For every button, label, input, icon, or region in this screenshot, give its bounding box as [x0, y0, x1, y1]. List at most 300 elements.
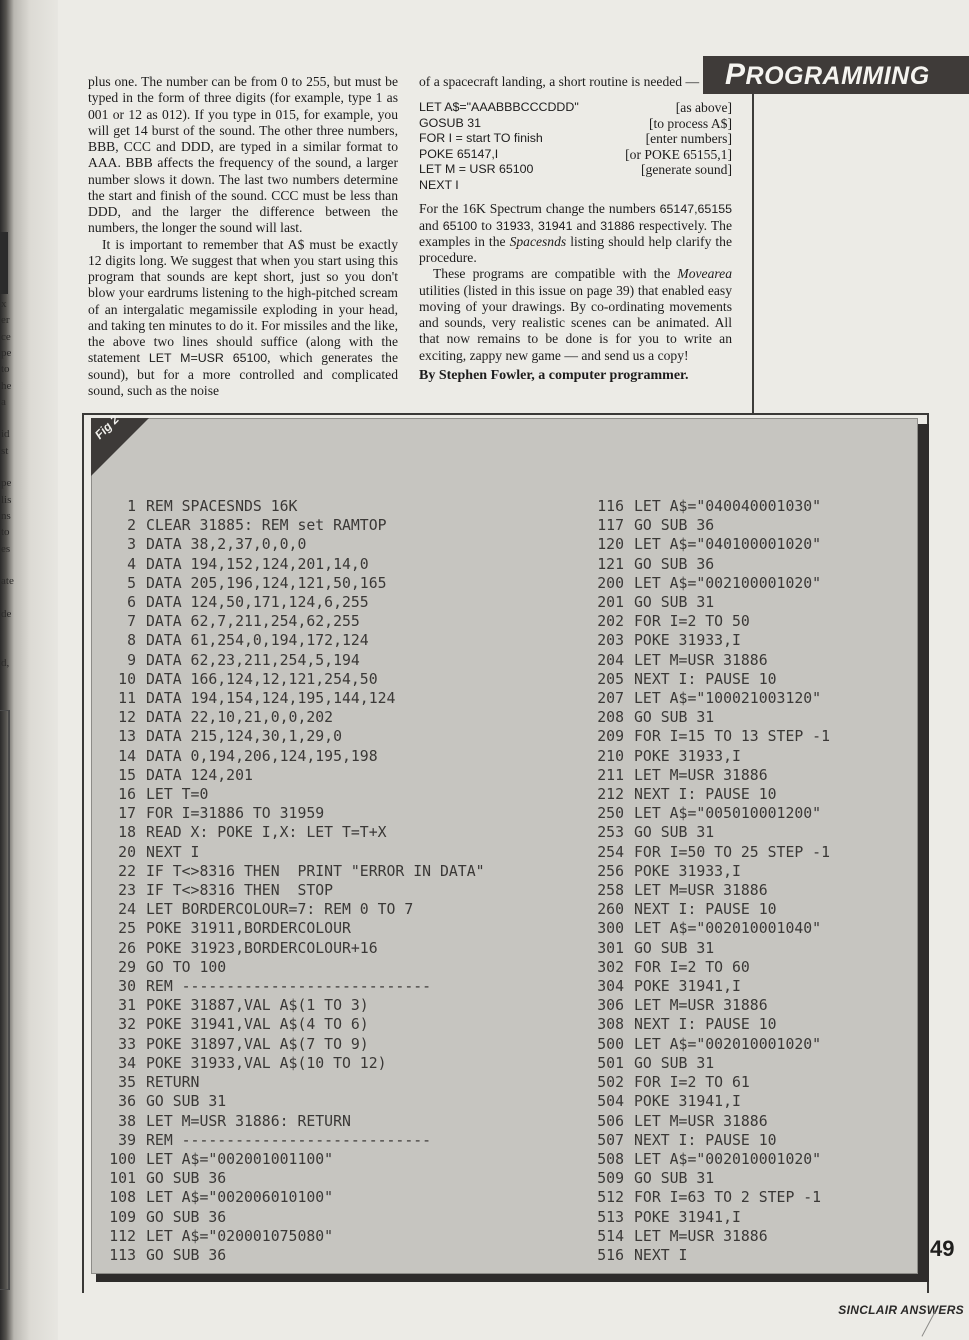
listing-line	[98, 996, 485, 1015]
program-name: Movearea	[677, 266, 732, 282]
routine-row	[419, 116, 732, 132]
line-statement: DATA 194,152,124,201,14,0	[146, 555, 369, 573]
gutter-letter: ate	[1, 575, 14, 588]
listing-line	[588, 1015, 830, 1034]
line-statement: LET M=USR 31886	[634, 766, 768, 784]
listing-line	[588, 958, 830, 977]
line-number: 11	[118, 690, 136, 708]
routine-note	[607, 178, 732, 194]
line-number: 116	[597, 498, 624, 515]
line-number: 112	[109, 1227, 136, 1245]
gutter-letter: to	[1, 526, 10, 539]
line-number: 15	[118, 766, 136, 784]
listing-line	[588, 670, 830, 689]
listing-line	[98, 1015, 485, 1034]
line-number: 32	[118, 1016, 136, 1034]
line-statement: POKE 31933,VAL A$(10 TO 12)	[146, 1054, 387, 1072]
listing-line	[98, 1112, 485, 1131]
listing-line	[98, 1073, 485, 1092]
line-statement: FOR I=50 TO 25 STEP -1	[634, 843, 830, 861]
listing-line	[98, 516, 485, 535]
line-statement: POKE 31923,BORDERCOLOUR+16	[146, 939, 378, 957]
line-statement: NEXT I: PAUSE 10	[634, 1131, 777, 1149]
routine-row	[419, 178, 732, 194]
line-number: 23	[118, 882, 136, 900]
line-statement: LET A$="040040001030"	[634, 498, 822, 515]
line-number: 260	[597, 901, 624, 919]
listing-line	[98, 1188, 485, 1207]
line-statement: FOR I=2 TO 60	[634, 958, 750, 976]
routine-note: [as above]	[675, 100, 732, 116]
line-statement: DATA 124,50,171,124,6,255	[146, 594, 369, 612]
listing-line	[98, 689, 485, 708]
paragraph	[419, 266, 732, 364]
listing-line	[588, 612, 830, 631]
listing-column-left	[98, 497, 485, 1265]
line-number: 208	[597, 709, 624, 727]
line-number: 2	[127, 517, 136, 535]
line-number: 504	[597, 1093, 624, 1111]
paragraph	[419, 201, 732, 266]
paragraph: plus one. The number can be from 0 to 255, but must be typed in the form of three digits (for example, type 1 as 001 or 12 as 012). If you type in 015, for example, you will get 14 burst of the sound. The other three numbers, BBB, CCC and DDD, are typed in a similar format to AAA. BBB affects the frequency of the sound, a larger number slows it down. The last two numbers determine the start and finish of the sound. CCC must be less than DDD, and the larger the difference between the numbers, the longer the sound will last.	[88, 74, 398, 236]
line-statement: LET A$="005010001200"	[634, 805, 822, 823]
listing-line	[98, 1131, 485, 1150]
line-statement: IF T<>8316 THEN PRINT "ERROR IN DATA"	[146, 862, 485, 880]
line-statement: GO SUB 31	[634, 709, 715, 727]
line-number: 200	[597, 574, 624, 592]
line-number: 30	[118, 978, 136, 996]
line-number: 212	[597, 786, 624, 804]
text-run: and	[419, 217, 443, 233]
line-number: 121	[597, 555, 624, 573]
line-statement: REM ----------------------------	[146, 978, 432, 996]
line-number: 508	[597, 1150, 624, 1168]
listing-line	[98, 631, 485, 650]
line-statement: LET A$="100021003120"	[634, 690, 822, 708]
listing-line	[588, 996, 830, 1015]
listing-line	[588, 535, 830, 554]
line-number: 5	[127, 574, 136, 592]
gutter-letter: d,	[1, 656, 10, 669]
line-statement: FOR I=2 TO 50	[634, 613, 750, 631]
gutter-letter: ce	[1, 330, 11, 343]
line-statement: POKE 31911,BORDERCOLOUR	[146, 920, 351, 938]
line-statement: LET M=USR 31886	[634, 997, 768, 1015]
listing-line	[588, 727, 830, 746]
listing-line	[98, 919, 485, 938]
line-statement: IF T<>8316 THEN STOP	[146, 882, 334, 900]
line-number: 300	[597, 920, 624, 938]
listing-line	[588, 1092, 830, 1111]
inline-code: 65100	[442, 218, 478, 233]
line-number: 16	[118, 786, 136, 804]
text-run: It is important to remember that A$ must be exactly 12 digits long. We suggest that when you start using this program that sounds are kept short, just so you don't blow your eardrums listening to the high-pitched scream of an intergalatic megamissile exploding in your head, and taking ten minutes to do it. For missiles and the like, the above two lines should suffice (along with the statement	[88, 236, 398, 366]
listing-line	[98, 708, 485, 727]
section-title: PROGRAMMING	[725, 58, 930, 91]
listing-line	[98, 881, 485, 900]
line-statement: REM SPACESNDS 16K	[146, 498, 298, 515]
listing-line	[588, 1073, 830, 1092]
listing-line	[588, 1169, 830, 1188]
line-number: 29	[118, 958, 136, 976]
gutter-dark-block	[0, 232, 8, 294]
line-number: 8	[127, 632, 136, 650]
routine-row	[419, 147, 732, 163]
line-number: 109	[109, 1208, 136, 1226]
listing-line	[588, 843, 830, 862]
line-statement: POKE 31897,VAL A$(7 TO 9)	[146, 1035, 369, 1053]
line-number: 308	[597, 1016, 624, 1034]
line-number: 203	[597, 632, 624, 650]
text-run: , which generates the sound), but for a more controlled and complicated sound, such as the noise	[88, 350, 398, 398]
line-statement: GO SUB 36	[634, 555, 715, 573]
line-statement: DATA 22,10,21,0,0,202	[146, 709, 334, 727]
line-number: 205	[597, 670, 624, 688]
listing-line	[98, 1227, 485, 1246]
line-number: 502	[597, 1074, 624, 1092]
line-statement: FOR I=15 TO 13 STEP -1	[634, 728, 830, 746]
line-number: 22	[118, 862, 136, 880]
inline-code: 31886	[600, 218, 635, 233]
line-number: 501	[597, 1054, 624, 1072]
line-number: 506	[597, 1112, 624, 1130]
listing-line	[98, 939, 485, 958]
line-statement: POKE 31941,I	[634, 978, 741, 996]
line-statement: DATA 194,154,124,195,144,124	[146, 690, 396, 708]
line-number: 500	[597, 1035, 624, 1053]
text-run: respectively. The examples in the	[419, 217, 733, 249]
gutter-letter: pe	[1, 477, 12, 490]
line-statement: LET A$="002010001020"	[634, 1150, 822, 1168]
line-statement: FOR I=63 TO 2 STEP -1	[634, 1189, 822, 1207]
line-statement: NEXT I: PAUSE 10	[634, 901, 777, 919]
listing-line	[588, 1035, 830, 1054]
listing-line	[588, 574, 830, 593]
routine-code: GOSUB 31	[419, 115, 481, 130]
section-banner	[703, 56, 969, 94]
page-number: 49	[930, 1236, 955, 1261]
listing-line	[98, 1169, 485, 1188]
program-name: Spacesnds	[509, 233, 567, 249]
line-number: 509	[597, 1170, 624, 1188]
line-statement: DATA 38,2,37,0,0,0	[146, 536, 307, 554]
listing-line	[98, 823, 485, 842]
text-run: For the 16K Spectrum change the numbers	[419, 201, 660, 217]
line-number: 256	[597, 862, 624, 880]
routine-code: NEXT I	[419, 177, 459, 192]
line-number: 3	[127, 536, 136, 554]
line-number: 24	[118, 901, 136, 919]
inline-code: 65147,65155	[659, 202, 732, 217]
listing-line	[588, 555, 830, 574]
gutter-letter: ns	[1, 509, 11, 522]
line-statement: GO SUB 31	[146, 1093, 227, 1111]
line-statement: LET A$="002100001020"	[634, 574, 822, 592]
line-statement: DATA 62,7,211,254,62,255	[146, 613, 360, 631]
line-number: 304	[597, 978, 624, 996]
text-run: utilities (listed in this issue on page 39) that enabled easy moving of your drawings. By co-ordinating movements and sounds, very realistic scenes can be animated. All that now remains to be done is for you to write an exciting, zappy new game — and send us a copy!	[419, 282, 732, 363]
line-statement: POKE 31941,I	[634, 1093, 741, 1111]
listing-line	[588, 785, 830, 804]
listing-line	[588, 631, 830, 650]
listing-line	[588, 1188, 830, 1207]
line-number: 6	[127, 594, 136, 612]
listing-line	[588, 516, 830, 535]
line-statement: POKE 31941,VAL A$(4 TO 6)	[146, 1016, 369, 1034]
listing-line	[588, 804, 830, 823]
listing-line	[98, 977, 485, 996]
line-number: 250	[597, 805, 624, 823]
routine-code: LET A$="AAABBBCCCDDD"	[419, 100, 579, 115]
line-statement: LET M=USR 31886	[634, 1112, 768, 1130]
line-number: 113	[109, 1246, 136, 1264]
line-statement: NEXT I	[634, 1246, 688, 1264]
line-number: 301	[597, 939, 624, 957]
line-statement: LET A$="020001075080"	[146, 1227, 334, 1245]
gutter-letter: x	[1, 298, 7, 310]
line-statement: LET M=USR 31886	[634, 1227, 768, 1245]
line-number: 201	[597, 594, 624, 612]
listing-line	[98, 727, 485, 746]
listing-line	[588, 766, 830, 785]
routine-code: LET M = USR 65100	[419, 162, 534, 177]
line-statement: DATA 62,23,211,254,5,194	[146, 651, 360, 669]
routine-row	[419, 162, 732, 178]
line-statement: POKE 31941,I	[634, 1208, 741, 1226]
line-number: 209	[597, 728, 624, 746]
figure-label: Fig 2	[92, 412, 122, 442]
listing-line	[98, 535, 485, 554]
line-number: 202	[597, 613, 624, 631]
line-number: 516	[597, 1246, 624, 1264]
text-run: These programs are compatible with the	[433, 266, 678, 282]
listing-column-right	[588, 497, 830, 1265]
line-number: 211	[597, 766, 624, 784]
line-number: 306	[597, 997, 624, 1015]
line-statement: LET BORDERCOLOUR=7: REM 0 TO 7	[146, 901, 414, 919]
gutter-letter: es	[1, 542, 11, 555]
line-statement: DATA 166,124,12,121,254,50	[146, 670, 378, 688]
line-number: 254	[597, 843, 624, 861]
gutter-frame-box	[0, 710, 10, 1290]
line-statement: NEXT I: PAUSE 10	[634, 1016, 777, 1034]
listing-line	[98, 670, 485, 689]
line-number: 18	[118, 824, 136, 842]
line-statement: GO SUB 31	[634, 594, 715, 612]
listing-line	[98, 612, 485, 631]
listing-line	[98, 1246, 485, 1265]
line-statement: POKE 31933,I	[634, 747, 741, 765]
listing-line	[588, 881, 830, 900]
listing-line	[588, 708, 830, 727]
line-number: 39	[118, 1131, 136, 1149]
line-statement: DATA 61,254,0,194,172,124	[146, 632, 369, 650]
line-number: 258	[597, 882, 624, 900]
listing-line	[98, 1054, 485, 1073]
author-byline: By Stephen Fowler, a computer programmer.	[419, 367, 689, 383]
listing-line	[588, 747, 830, 766]
line-number: 100	[109, 1150, 136, 1168]
line-statement: LET A$="002001001100"	[146, 1150, 334, 1168]
listing-line	[98, 497, 485, 516]
line-number: 1	[127, 498, 136, 515]
routine-note: [or POKE 65155,1]	[625, 146, 732, 162]
routine-row	[419, 131, 732, 147]
gutter-letter: id	[1, 428, 10, 441]
line-number: 12	[118, 709, 136, 727]
line-number: 20	[118, 843, 136, 861]
line-statement: LET A$="002006010100"	[146, 1189, 334, 1207]
listing-line	[588, 1227, 830, 1246]
line-number: 13	[118, 728, 136, 746]
listing-line	[98, 785, 485, 804]
listing-line	[98, 651, 485, 670]
line-statement: DATA 124,201	[146, 766, 253, 784]
line-statement: GO SUB 36	[634, 517, 715, 535]
article-column-left	[88, 74, 398, 399]
listing-line	[98, 1208, 485, 1227]
line-number: 26	[118, 939, 136, 957]
line-number: 7	[127, 613, 136, 631]
gutter-letter: de	[1, 607, 12, 620]
gutter-letter: er	[1, 314, 10, 327]
listing-line	[588, 1054, 830, 1073]
line-number: 108	[109, 1189, 136, 1207]
listing-line	[588, 1246, 830, 1265]
line-number: 507	[597, 1131, 624, 1149]
listing-line	[588, 823, 830, 842]
program-listing	[91, 418, 918, 1274]
paragraph	[88, 237, 398, 400]
line-number: 25	[118, 920, 136, 938]
line-number: 36	[118, 1093, 136, 1111]
routine-note: [to process A$]	[648, 115, 732, 131]
line-statement: NEXT I: PAUSE 10	[634, 670, 777, 688]
inline-code: 31933, 31941	[495, 218, 573, 233]
line-statement: LET M=USR 31886	[634, 882, 768, 900]
line-statement: GO SUB 36	[146, 1208, 227, 1226]
line-number: 33	[118, 1035, 136, 1053]
line-statement: GO SUB 31	[634, 1054, 715, 1072]
line-number: 204	[597, 651, 624, 669]
listing-line	[98, 1092, 485, 1111]
line-statement: LET M=USR 31886	[634, 651, 768, 669]
line-number: 117	[597, 517, 624, 535]
line-statement: RETURN	[146, 1074, 200, 1092]
gutter-letter: a	[1, 395, 6, 408]
line-statement: POKE 31933,I	[634, 632, 741, 650]
listing-line	[588, 862, 830, 881]
listing-line	[588, 689, 830, 708]
line-statement: LET A$="002010001020"	[634, 1035, 822, 1053]
text-run: and	[572, 217, 601, 233]
line-number: 10	[118, 670, 136, 688]
line-number: 513	[597, 1208, 624, 1226]
line-number: 253	[597, 824, 624, 842]
line-statement: GO SUB 31	[634, 1170, 715, 1188]
gutter-letter: lis	[1, 493, 12, 506]
listing-line	[98, 1035, 485, 1054]
gutter-letter: pe	[1, 346, 12, 359]
listing-line	[98, 804, 485, 823]
routine-code: POKE 65147,I	[419, 146, 499, 161]
line-statement: LET A$="002010001040"	[634, 920, 822, 938]
listing-line	[588, 497, 830, 516]
text-run: to	[477, 217, 496, 233]
column-rule	[752, 94, 754, 416]
line-statement: DATA 215,124,30,1,29,0	[146, 728, 342, 746]
line-statement: GO SUB 36	[146, 1246, 227, 1264]
line-number: 31	[118, 997, 136, 1015]
line-number: 17	[118, 805, 136, 823]
line-number: 9	[127, 651, 136, 669]
line-statement: REM ----------------------------	[146, 1131, 432, 1149]
line-statement: CLEAR 31885: REM set RAMTOP	[146, 517, 387, 535]
line-statement: LET A$="040100001020"	[634, 536, 822, 554]
listing-line	[98, 862, 485, 881]
listing-line	[588, 1112, 830, 1131]
line-statement: LET T=0	[146, 786, 209, 804]
line-statement: FOR I=2 TO 61	[634, 1074, 750, 1092]
inline-code: LET M=USR 65100	[148, 351, 268, 366]
line-statement: NEXT I: PAUSE 10	[634, 786, 777, 804]
line-number: 512	[597, 1189, 624, 1207]
listing-line	[588, 593, 830, 612]
routine-code: FOR I = start TO finish	[419, 131, 543, 146]
line-number: 101	[109, 1170, 136, 1188]
article-column-right	[419, 74, 732, 384]
line-number: 302	[597, 958, 624, 976]
publication-name: SINCLAIR ANSWERS	[838, 1303, 964, 1317]
line-number: 35	[118, 1074, 136, 1092]
listing-line	[588, 939, 830, 958]
line-statement: POKE 31933,I	[634, 862, 741, 880]
listing-line	[98, 1150, 485, 1169]
listing-line	[98, 766, 485, 785]
routine-row	[419, 100, 732, 116]
line-statement: GO SUB 31	[634, 824, 715, 842]
text-run: listing should help clarify the procedure.	[419, 233, 732, 265]
line-number: 14	[118, 747, 136, 765]
line-number: 120	[597, 536, 624, 554]
paragraph: of a spacecraft landing, a short routine is needed —	[419, 74, 700, 89]
listing-line	[98, 593, 485, 612]
listing-line	[588, 651, 830, 670]
listing-line	[98, 555, 485, 574]
line-statement: DATA 205,196,124,121,50,165	[146, 574, 387, 592]
listing-line	[98, 900, 485, 919]
line-statement: READ X: POKE I,X: LET T=T+X	[146, 824, 387, 842]
listing-line	[588, 900, 830, 919]
figure-shadow	[918, 424, 929, 1282]
line-number: 210	[597, 747, 624, 765]
line-number: 207	[597, 690, 624, 708]
line-number: 34	[118, 1054, 136, 1072]
listing-line	[588, 919, 830, 938]
line-number: 4	[127, 555, 136, 573]
listing-line	[588, 977, 830, 996]
line-statement: NEXT I	[146, 843, 200, 861]
gutter-letter: to	[1, 363, 10, 376]
listing-line	[588, 1150, 830, 1169]
line-statement: FOR I=31886 TO 31959	[146, 805, 325, 823]
line-statement: GO SUB 31	[634, 939, 715, 957]
line-statement: LET M=USR 31886: RETURN	[146, 1112, 351, 1130]
routine-note: [enter numbers]	[645, 131, 732, 147]
listing-line	[98, 747, 485, 766]
gutter-letter: he	[1, 379, 12, 392]
listing-line	[98, 958, 485, 977]
